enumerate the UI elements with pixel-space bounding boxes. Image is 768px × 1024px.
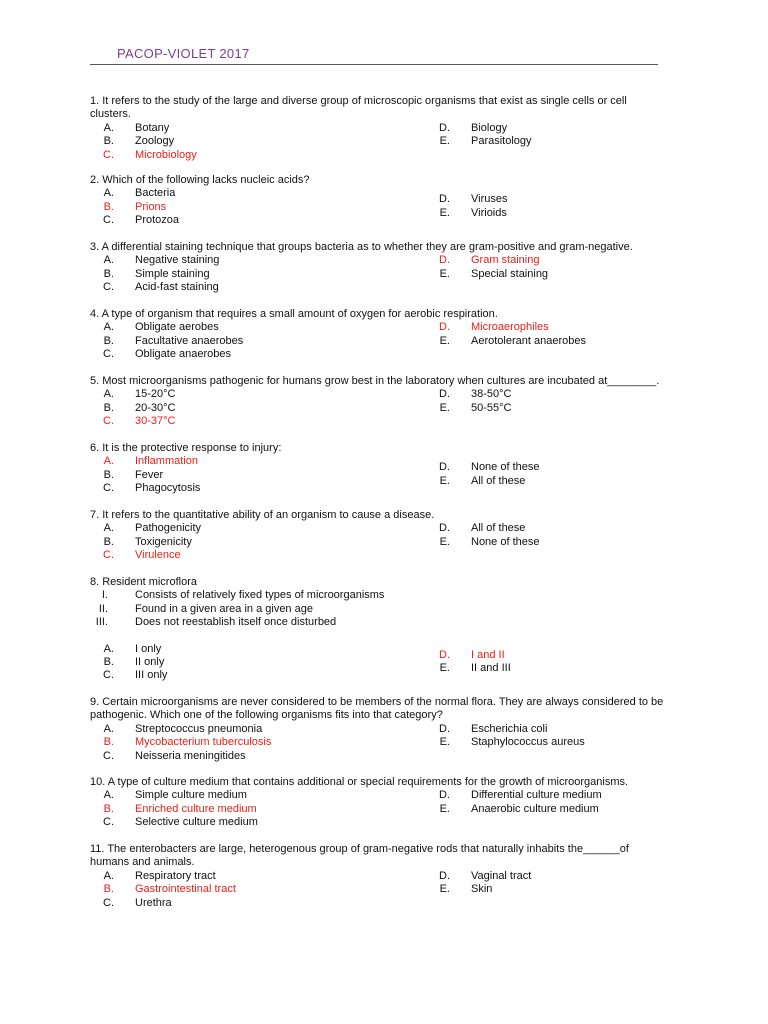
option-e[interactable]: E. Aerotolerant anaerobes — [439, 334, 586, 347]
option-e[interactable]: E. None of these — [439, 535, 540, 548]
question-5 — [90, 375, 670, 428]
option-b-answer[interactable]: B. Prions — [103, 200, 167, 213]
option-e[interactable]: E. 50-55°C — [439, 401, 512, 414]
option-b-answer[interactable]: B. Gastrointestinal tract — [103, 883, 236, 896]
question-7 — [90, 509, 670, 562]
statement-1: I. Consists of relatively fixed types of microorganisms — [101, 589, 385, 602]
question-1 — [90, 95, 670, 161]
option-c[interactable]: C. Selective culture medium — [103, 816, 258, 829]
option-d[interactable]: D. 38-50°C — [439, 388, 512, 401]
option-d[interactable]: D. Differential culture medium — [439, 789, 602, 802]
option-b[interactable]: B. 20-30°C — [103, 401, 176, 414]
option-b[interactable]: B. Simple staining — [103, 267, 210, 280]
option-e[interactable]: E. Special staining — [439, 267, 549, 280]
option-d-answer[interactable]: D. Microaerophiles — [439, 321, 549, 334]
option-b[interactable]: B. Toxigenicity — [103, 535, 192, 548]
option-a[interactable]: A. Bacteria — [103, 187, 176, 200]
question-stem: 10. A type of culture medium that contains additional or special requirements for the growth of microorganisms. — [90, 776, 629, 788]
question-stem: 8. Resident microflora — [90, 576, 197, 588]
option-a[interactable]: A. Pathogenicity — [103, 522, 202, 535]
question-stem: 6. It is the protective response to injury: — [90, 442, 282, 454]
option-c-answer[interactable]: C. Microbiology — [103, 148, 197, 161]
option-b[interactable]: B. Facultative anaerobes — [103, 334, 244, 347]
option-d[interactable]: D. Biology — [439, 121, 508, 134]
option-d[interactable]: D. All of these — [439, 522, 526, 535]
question-10 — [90, 776, 670, 829]
option-c[interactable]: C. Neisseria meningitides — [103, 749, 246, 762]
question-stem: 4. A type of organism that requires a small amount of oxygen for aerobic respiration. — [90, 308, 498, 320]
option-d-answer[interactable]: D. I and II — [439, 648, 505, 661]
option-e[interactable]: E. Virioids — [439, 206, 507, 219]
option-e[interactable]: E. Staphylococcus aureus — [439, 736, 585, 749]
option-e[interactable]: E. Anaerobic culture medium — [439, 802, 599, 815]
question-11 — [90, 843, 670, 909]
option-e[interactable]: E. Parasitology — [439, 135, 532, 148]
option-b[interactable]: B. Zoology — [103, 135, 175, 148]
option-d[interactable]: D. Escherichia coli — [439, 722, 548, 735]
option-b-answer[interactable]: B. Mycobacterium tuberculosis — [103, 736, 272, 749]
statement-3: III. Does not reestablish itself once disturbed — [95, 616, 337, 629]
option-a[interactable]: A. Simple culture medium — [103, 789, 247, 802]
option-e[interactable]: E. II and III — [439, 661, 511, 674]
question-3 — [90, 241, 670, 294]
option-c[interactable]: C. Acid-fast staining — [103, 281, 219, 294]
option-c-answer[interactable]: C. 30-37°C — [103, 415, 176, 428]
option-a[interactable]: A. Botany — [103, 121, 170, 134]
question-stem: 9. Certain microorganisms are never considered to be members of the normal flora. They are always considered to be pathogenic. Which one of the following organisms fits into that category? — [90, 696, 664, 722]
option-a[interactable]: A. Streptococcus pneumonia — [103, 722, 263, 735]
option-a[interactable]: A. Respiratory tract — [103, 869, 216, 882]
option-d[interactable]: D. Viruses — [439, 193, 508, 206]
option-d[interactable]: D. None of these — [439, 461, 540, 474]
option-a[interactable]: A. Obligate aerobes — [103, 321, 219, 334]
question-stem: 3. A differential staining technique that groups bacteria as to whether they are gram-positive and gram-negative. — [90, 241, 633, 253]
option-b[interactable]: B. Fever — [103, 468, 164, 481]
question-stem: 11. The enterobacters are large, heterogenous group of gram-negative rods that naturally inhabits the______of humans and animals. — [90, 843, 629, 869]
option-c-answer[interactable]: C. Virulence — [103, 549, 181, 562]
option-d-answer[interactable]: D. Gram staining — [439, 254, 540, 267]
option-c[interactable]: C. Protozoa — [103, 214, 180, 227]
option-e[interactable]: E. All of these — [439, 474, 526, 487]
question-stem: 2. Which of the following lacks nucleic acids? — [90, 174, 310, 186]
option-e[interactable]: E. Skin — [439, 883, 493, 896]
option-d[interactable]: D. Vaginal tract — [439, 869, 532, 882]
statement-2: II. Found in a given area in a given age — [98, 602, 313, 615]
option-c[interactable]: C. Obligate anaerobes — [103, 348, 232, 361]
page-header-title: PACOP-VIOLET 2017 — [117, 46, 250, 61]
question-4 — [90, 308, 670, 361]
header-divider — [90, 64, 658, 65]
option-c[interactable]: C. III only — [103, 669, 168, 682]
question-stem: 7. It refers to the quantitative ability of an organism to cause a disease. — [90, 509, 435, 521]
question-stem: 5. Most microorganisms pathogenic for humans grow best in the laboratory when cultures are incubated at________. — [90, 375, 660, 387]
option-a[interactable]: A. Negative staining — [103, 254, 220, 267]
option-b[interactable]: B. II only — [103, 655, 165, 668]
option-c[interactable]: C. Urethra — [103, 896, 172, 909]
question-9 — [90, 696, 670, 762]
statement-list — [90, 589, 670, 629]
option-b-answer[interactable]: B. Enriched culture medium — [103, 802, 257, 815]
option-c[interactable]: C. Phagocytosis — [103, 482, 201, 495]
question-2 — [90, 174, 670, 227]
question-6 — [90, 442, 670, 495]
option-a-answer[interactable]: A. Inflammation — [103, 455, 198, 468]
option-a[interactable]: A. I only — [103, 642, 162, 655]
question-8 — [90, 576, 670, 682]
question-stem: 1. It refers to the study of the large and diverse group of microscopic organisms that exist as single cells or cell clusters. — [90, 95, 627, 121]
option-a[interactable]: A. 15-20°C — [103, 388, 176, 401]
